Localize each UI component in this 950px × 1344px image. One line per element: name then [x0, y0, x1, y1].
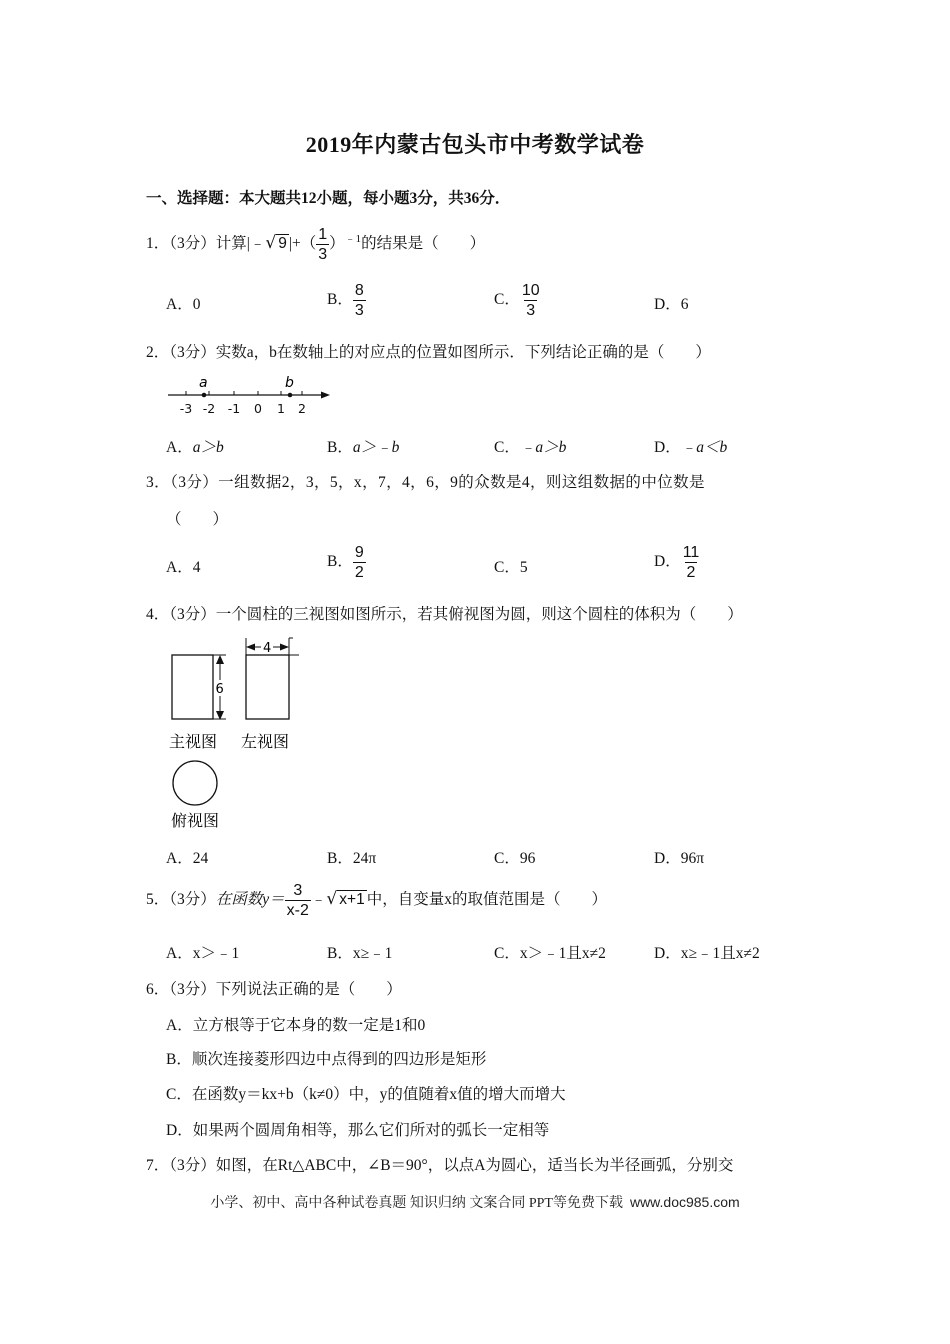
- fraction-numerator: 10: [521, 282, 540, 299]
- front-view-rect: [172, 655, 213, 719]
- option-b: [327, 941, 392, 963]
- question-text: 一个圆柱的三视图如图所示，若其俯视图为圆，则这个圆柱的体积为（ ）: [215, 606, 743, 623]
- fraction-denominator: 3: [354, 302, 364, 319]
- arrow-up-icon: [216, 655, 224, 664]
- question-text: 在函数y＝: [215, 891, 285, 909]
- question-1: [146, 226, 485, 263]
- question-number: 2．: [146, 344, 170, 361]
- question-number: 5．: [146, 891, 170, 909]
- footer-url[interactable]: www.doc985.com: [629, 1194, 740, 1210]
- option-a: [166, 555, 200, 577]
- question-text: ）: [329, 235, 345, 253]
- fraction: [353, 544, 366, 581]
- fraction-numerator: 11: [682, 544, 700, 561]
- arrow-head-icon: [321, 392, 330, 399]
- option-letter: D．: [654, 439, 681, 456]
- question-score: （3分）: [169, 1157, 216, 1174]
- option-letter: B．: [327, 553, 353, 571]
- fraction-numerator: 1: [318, 226, 328, 243]
- option-d: [654, 435, 727, 457]
- question-text: |+（: [288, 235, 317, 253]
- tick-label: 2: [298, 401, 306, 416]
- option-letter: D．: [654, 850, 681, 867]
- question-4: [146, 602, 743, 624]
- option-value: 4: [192, 559, 201, 576]
- option-letter: C．: [494, 945, 520, 962]
- point-b-label: b: [285, 375, 294, 391]
- point-a-dot: [202, 393, 207, 398]
- point-a-label: a: [199, 375, 208, 391]
- option-a: [166, 435, 224, 457]
- option-c: [494, 846, 535, 868]
- question-number: 7．: [146, 1157, 170, 1174]
- tick-label: -1: [227, 401, 241, 416]
- option-letter: A．: [166, 439, 193, 456]
- option-a: [166, 846, 208, 868]
- option-d: [654, 544, 701, 581]
- fraction-denominator: x-2: [286, 902, 309, 919]
- number-line-diagram: [164, 372, 339, 420]
- option-b: [327, 846, 376, 868]
- fraction: [285, 882, 311, 919]
- radicand: 9: [278, 235, 287, 253]
- question-6: [146, 977, 402, 999]
- top-view-circle: [173, 761, 217, 805]
- option-b: [327, 282, 366, 319]
- fraction: [316, 226, 329, 263]
- left-view-caption: 左视图: [241, 732, 290, 751]
- question-3-line-2: （ ）: [166, 511, 229, 528]
- option-value: x＞﹣1且x≠2: [519, 945, 606, 962]
- option-letter: A．: [166, 850, 193, 867]
- exponent: ﹣1: [344, 232, 362, 245]
- question-5: [146, 882, 607, 919]
- question-3: [146, 470, 705, 492]
- fraction: [520, 282, 542, 319]
- option-letter: C．: [494, 291, 520, 309]
- option-value: 24π: [352, 850, 377, 867]
- fraction-denominator: 2: [354, 564, 364, 581]
- question-number: 6．: [146, 981, 170, 998]
- minus-sign: ﹣: [310, 891, 327, 909]
- tick-label: 1: [277, 401, 285, 416]
- page-footer: [0, 1192, 950, 1212]
- option-value: x≥﹣1: [352, 945, 393, 962]
- option-value: x≥﹣1且x≠2: [680, 945, 760, 962]
- option-value: a＞b: [192, 439, 224, 456]
- fraction: [353, 282, 366, 319]
- option-d: D．如果两个圆周角相等，那么它们所对的弧长一定相等: [166, 1122, 550, 1139]
- option-value: ﹣a＞b: [519, 439, 567, 456]
- option-a: [166, 292, 200, 314]
- tick-label: -2: [202, 401, 216, 416]
- radicand: x+1: [339, 891, 365, 909]
- three-view-diagram: [164, 634, 314, 836]
- arrow-left-icon: [246, 644, 255, 651]
- option-b: B．顺次连接菱形四边中点得到的四边形是矩形: [166, 1051, 487, 1068]
- height-dimension-label: 6: [215, 682, 224, 697]
- fraction-denominator: 3: [526, 302, 536, 319]
- question-number: 1．: [146, 235, 170, 253]
- fraction: [681, 544, 702, 581]
- question-7: [146, 1153, 733, 1175]
- option-c: [494, 282, 542, 319]
- section-heading: 一、选择题：本大题共12小题，每小题3分，共36分．: [146, 190, 511, 207]
- point-b-dot: [288, 393, 293, 398]
- option-letter: B．: [327, 850, 353, 867]
- question-text: 实数a，b在数轴上的对应点的位置如图所示．下列结论正确的是（ ）: [215, 344, 711, 361]
- question-score: （3分）: [170, 474, 219, 491]
- fraction-denominator: 2: [686, 564, 696, 581]
- option-d: [654, 292, 688, 314]
- question-score: （3分）: [169, 981, 216, 998]
- front-view-caption: 主视图: [169, 732, 218, 751]
- tick-label: 0: [254, 401, 262, 416]
- question-text: 一组数据2，3，5，x，7，4，6，9的众数是4，则这组数据的中位数是: [218, 474, 705, 491]
- fraction-numerator: 8: [354, 282, 364, 299]
- question-text: 中，自变量x的取值范围是（ ）: [366, 891, 607, 909]
- question-text: 下列说法正确的是（ ）: [215, 981, 402, 998]
- option-b: [327, 435, 399, 457]
- sqrt-sign: √: [265, 233, 277, 254]
- question-score: （3分）: [169, 235, 216, 253]
- option-d: [654, 941, 760, 963]
- arrow-right-icon: [280, 644, 289, 651]
- fraction-denominator: 3: [318, 246, 328, 263]
- tick-label: -3: [179, 401, 193, 416]
- page-title: 2019年内蒙古包头市中考数学试卷: [305, 132, 645, 157]
- option-letter: C．: [494, 439, 520, 456]
- fraction-numerator: 3: [293, 882, 303, 899]
- option-letter: B．: [327, 291, 353, 309]
- option-c: C．在函数y＝kx+b（k≠0）中，y的值随着x值的增大而增大: [166, 1086, 566, 1103]
- question-number: 4．: [146, 606, 170, 623]
- option-c: [494, 555, 528, 577]
- question-score: （3分）: [169, 344, 216, 361]
- question-2: [146, 340, 711, 362]
- left-view-rect: [246, 655, 289, 719]
- option-letter: A．: [166, 559, 193, 576]
- option-value: 5: [519, 559, 528, 576]
- option-c: [494, 941, 606, 963]
- option-letter: D．: [654, 945, 681, 962]
- option-value: 96: [519, 850, 536, 867]
- option-letter: A．: [166, 296, 193, 313]
- option-letter: B．: [327, 945, 353, 962]
- option-letter: A．: [166, 945, 193, 962]
- option-value: x＞﹣1: [192, 945, 240, 962]
- top-view-caption: 俯视图: [171, 811, 220, 830]
- width-dimension-label: 4: [263, 641, 272, 656]
- option-letter: B．: [327, 439, 353, 456]
- option-value: 0: [192, 296, 201, 313]
- option-value: 96π: [680, 850, 705, 867]
- option-a: A．立方根等于它本身的数一定是1和0: [166, 1017, 426, 1034]
- question-text: 的结果是（ ）: [361, 235, 486, 253]
- option-value: ﹣a＜b: [680, 439, 728, 456]
- question-text: 如图，在Rt△ABC中，∠B＝90°，以点A为圆心，适当长为半径画弧，分别交: [215, 1157, 734, 1174]
- option-letter: C．: [494, 559, 520, 576]
- option-letter: D．: [654, 296, 681, 313]
- option-letter: D．: [654, 553, 681, 571]
- footer-text: 小学、初中、高中各种试卷真题 知识归纳 文案合同 PPT等免费下载: [210, 1196, 623, 1211]
- option-c: [494, 435, 566, 457]
- option-b: [327, 544, 366, 581]
- sqrt-sign: √: [326, 889, 338, 910]
- option-value: a＞﹣b: [352, 439, 400, 456]
- option-value: 24: [192, 850, 209, 867]
- question-text: 计算|﹣: [215, 235, 266, 253]
- option-value: 6: [680, 296, 689, 313]
- question-score: （3分）: [169, 891, 216, 909]
- option-a: [166, 941, 239, 963]
- question-score: （3分）: [169, 606, 216, 623]
- question-number: 3．: [146, 474, 171, 491]
- option-letter: C．: [494, 850, 520, 867]
- fraction-numerator: 9: [354, 544, 364, 561]
- option-d: [654, 846, 704, 868]
